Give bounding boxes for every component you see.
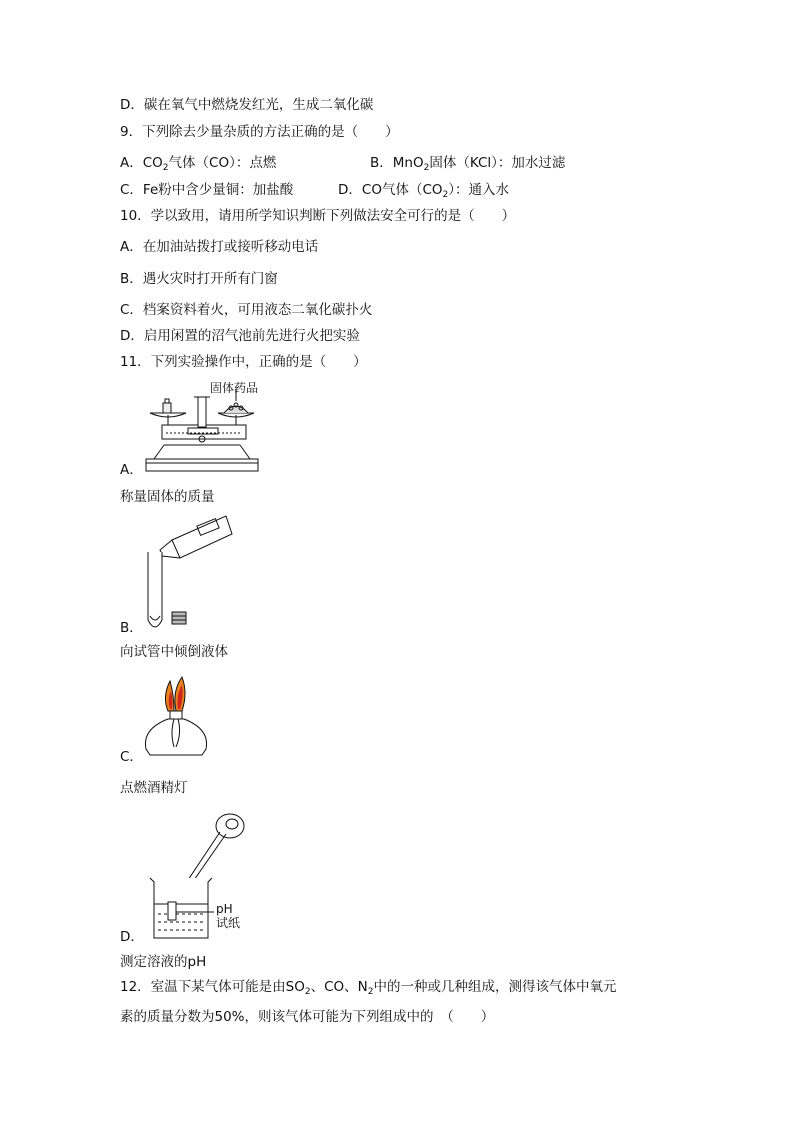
alcohol-lamp-figure xyxy=(140,675,220,765)
ph-label: pH xyxy=(216,902,233,916)
q11-option-c-letter: C． xyxy=(120,749,143,765)
q9-option-b: B．MnO$_2$固体（KCl）：加水过滤 xyxy=(370,155,566,173)
q11-option-c-caption: 点燃酒精灯 xyxy=(120,780,188,796)
q9-option-c: C．Fe粉中含少量铜：加盐酸 xyxy=(120,182,294,198)
q11-option-d-letter: D． xyxy=(120,929,144,945)
q11-option-a-letter: A． xyxy=(120,462,143,478)
q10-option-b: B．遇火灾时打开所有门窗 xyxy=(120,271,278,287)
q11-option-b-letter: B． xyxy=(120,620,143,636)
q9-stem: 9．下列除去少量杂质的方法正确的是（ ） xyxy=(120,124,399,140)
q9-option-d: D．CO气体$(CO_2)$：通入水 xyxy=(338,182,509,200)
q11-stem: 11．下列实验操作中，正确的是（ ） xyxy=(120,354,367,370)
q10-option-a: A．在加油站拨打或接听移动电话 xyxy=(120,239,319,255)
q10-option-d: D．启用闲置的沼气池前先进行火把实验 xyxy=(120,328,360,344)
q8-option-d: D．碳在氧气中燃烧发红光，生成二氧化碳 xyxy=(120,97,374,113)
q11-option-a-caption: 称量固体的质量 xyxy=(120,489,215,505)
q11-option-b-caption: 向试管中倾倒液体 xyxy=(120,644,228,660)
q10-stem: 10．学以致用，请用所学知识判断下列做法安全可行的是（ ） xyxy=(120,208,516,224)
q12-stem-line2: 素的质量分数为50%，则该气体可能为下列组成中的 （ ） xyxy=(120,1009,495,1025)
pouring-figure xyxy=(140,512,240,637)
solid-chemical-label: 固体药品 xyxy=(210,381,259,395)
q10-option-c: C．档案资料着火，可用液态二氧化碳扑火 xyxy=(120,302,373,318)
q9-option-a: A．$CO_2$气体（CO）：点燃 xyxy=(120,155,277,173)
test-paper-label: 试纸 xyxy=(216,916,241,930)
q12-stem-line1: 12．室温下某气体可能是由$SO_2$、CO、$N_2$中的一种或几种组成，测得该气体中氧元 xyxy=(120,979,617,997)
q11-option-d-caption: 测定溶液的pH xyxy=(120,954,207,970)
